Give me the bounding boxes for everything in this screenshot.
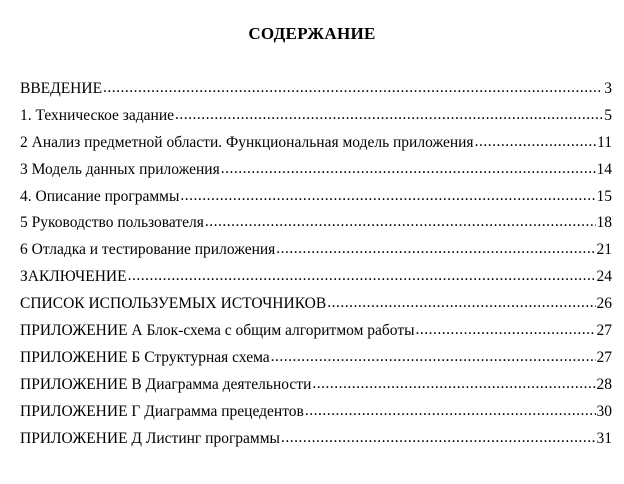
toc-entry-introduction (20, 76, 612, 103)
dot-leader (416, 317, 596, 344)
toc-entry-program-description (20, 184, 612, 211)
toc-entry-text: 6 Отладка и тестирование приложения (20, 241, 276, 259)
dot-leader (475, 129, 597, 156)
toc-entry-references (20, 291, 612, 318)
toc-entry-page: 30 (596, 402, 612, 420)
toc-entry-page: 27 (596, 348, 612, 366)
toc-entry-appendix-g (20, 399, 612, 426)
toc-entry-text: СПИСОК ИСПОЛЬЗУЕМЫХ ИСТОЧНИКОВ (20, 295, 327, 313)
dot-leader (312, 371, 595, 398)
toc-entry-text: ПРИЛОЖЕНИЕ В Диаграмма деятельности (20, 375, 312, 393)
toc-entry-page: 11 (597, 133, 612, 151)
table-of-contents (20, 76, 612, 452)
toc-entry-appendix-d (20, 426, 612, 453)
dot-leader (103, 75, 603, 102)
toc-entry-text: ПРИЛОЖЕНИЕ А Блок-схема с общим алгоритмом работы (20, 322, 415, 340)
toc-entry-page: 5 (604, 106, 612, 124)
toc-entry-page: 31 (596, 429, 612, 447)
toc-entry-page: 15 (596, 187, 612, 205)
toc-entry-text: 3 Модель данных приложения (20, 160, 220, 178)
toc-entry-text: 2 Анализ предметной области. Функциональная модель приложения (20, 133, 474, 151)
dot-leader (276, 236, 595, 263)
dot-leader (271, 344, 596, 371)
toc-entry-appendix-v (20, 372, 612, 399)
dot-leader (281, 425, 596, 452)
toc-entry-domain-analysis (20, 130, 612, 157)
toc-entry-page: 26 (596, 295, 612, 313)
toc-entry-text: ЗАКЛЮЧЕНИЕ (20, 268, 127, 286)
dot-leader (180, 183, 595, 210)
dot-leader (221, 156, 596, 183)
dot-leader (175, 102, 603, 129)
toc-entry-page: 21 (596, 241, 612, 259)
toc-entry-text: ПРИЛОЖЕНИЕ Г Диаграмма прецедентов (20, 402, 304, 420)
toc-entry-user-guide (20, 210, 612, 237)
toc-entry-page: 27 (596, 322, 612, 340)
toc-entry-text: ПРИЛОЖЕНИЕ Б Структурная схема (20, 348, 270, 366)
toc-entry-debugging-testing (20, 237, 612, 264)
toc-entry-text: 5 Руководство пользователя (20, 214, 204, 232)
page-title: СОДЕРЖАНИЕ (248, 24, 376, 43)
toc-entry-page: 24 (596, 268, 612, 286)
toc-entry-text: 1. Техническое задание (20, 106, 175, 124)
dot-leader (128, 263, 596, 290)
toc-entry-conclusion (20, 264, 612, 291)
dot-leader (327, 290, 595, 317)
toc-entry-appendix-a (20, 318, 612, 345)
toc-entry-appendix-b (20, 345, 612, 372)
toc-entry-page: 28 (596, 375, 612, 393)
toc-entry-technical-task (20, 103, 612, 130)
toc-entry-page: 14 (596, 160, 612, 178)
toc-entry-data-model (20, 157, 612, 184)
toc-entry-text: ВВЕДЕНИЕ (20, 80, 103, 97)
dot-leader (205, 209, 596, 236)
toc-entry-page: 3 (604, 80, 612, 97)
dot-leader (305, 398, 596, 425)
toc-entry-text: ПРИЛОЖЕНИЕ Д Листинг программы (20, 429, 280, 447)
toc-entry-page: 18 (596, 214, 612, 232)
toc-entry-text: 4. Описание программы (20, 187, 180, 205)
